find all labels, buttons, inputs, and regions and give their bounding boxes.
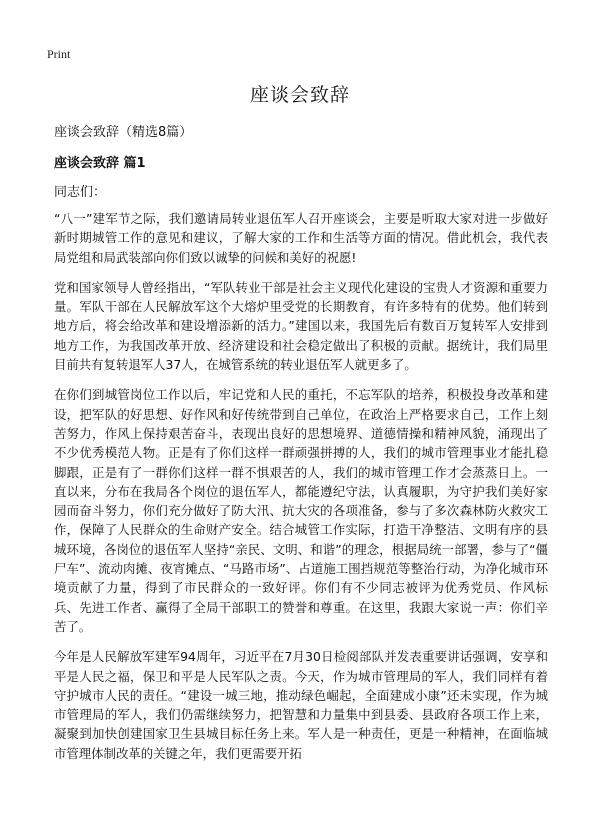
document-subtitle: 座谈会致辞（精选8篇） [54,125,193,140]
salutation: 同志们： [54,185,107,200]
paragraph-2: 党和国家领导人曾经指出，“军队转业干部是社会主义现代化建设的宝贵人才资源和重要力量。军队干部在人民解放军这个大熔炉里受党的长期教育，有许多特有的优势。他们转到地方后，将会给改革和建设增添新的活力。”建国以来，我国先后有数百万复转军人安排到地方工作，为我国改革开放、经济建设和社会稳定做出了积极的贡献。据统计，我们局里目前共有复转退军人37人，在城管系统的转业退伍军人就更多了。 [54,279,548,373]
paragraph-3: 在你们到城管岗位工作以后，牢记党和人民的重托，不忘军队的培养，积极投身改革和建设，把军队的好思想、好作风和好传统带到自己单位，在政治上严格要求自己，工作上刻苦努力，作风上保持艰苦奋斗，表现出良好的思想境界、道德情操和精神风貌，涌现出了不少优秀模范人物。正是有了你们这样一群顽强拼搏的人，我们的城市管理事业才能扎稳脚跟，正是有了一群你们这样一群不惧艰苦的人，我们的城市管理工作才会蒸蒸日上。一直以来，分布在我局各个岗位的退伍军人，都能遵纪守法，认真履职，为守护我们美好家园而奋斗努力，你们充分做好了防大汛、抗大灾的各项准备，参与了多次森林防火救灾工作，保障了人民群众的生命财产安全。结合城管工作实际，打造干净整洁、文明有序的县城环境，各岗位的退伍军人坚持“亲民、文明、和谐”的理念，根据局统一部署，参与了“僵尸车”、流动肉摊、夜宵摊点、“马路市场”、占道施工围挡规范等整治行动，为净化城市环境贡献了力量，得到了市民群众的一致好评。你们有不少同志被评为优秀党员、作风标兵、先进工作者、赢得了全局干部职工的赞誉和尊重。在这里，我跟大家说一声：你们辛苦了。 [54,387,548,634]
paragraph-1: “八一”建军节之际，我们邀请局转业退伍军人召开座谈会，主要是听取大家对进一步做好新时期城管工作的意见和建议，了解大家的工作和生活等方面的情况。借此机会，我代表局党组和局武装部向你们致以诚挚的问候和美好的祝愿! [54,211,548,265]
paragraph-4: 今年是人民解放军建军94周年，习近平在7月30日检阅部队并发表重要讲话强调，安享和平是人民之福，保卫和平是人民军队之责。今天，作为城市管理局的军人，我们同样有着守护城市人民的责任。“建设一城三地，推动绿色崛起，全面建成小康”还未实现，作为城市管理局的军人，我们仍需继续努力，把智慧和力量集中到县委、县政府各项工作上来，凝聚到加快创建国家卫生县城目标任务上来。军人是一种责任，更是一种精神，在面临城市管理体制改革的关键之年，我们更需要开拓 [54,649,548,761]
body-text [54,209,548,774]
document-title: 座谈会致辞 [249,84,350,106]
print-link[interactable]: Print [47,47,71,61]
section-heading: 座谈会致辞 篇1 [54,156,146,171]
